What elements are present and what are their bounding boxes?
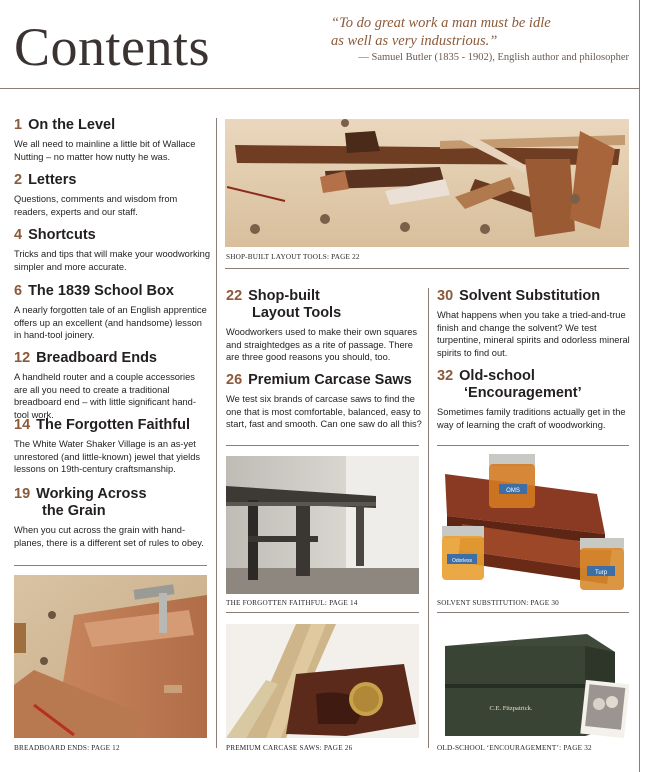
entry-description: Sometimes family traditions actually get in the way of learning the craft of woodworking. bbox=[437, 407, 626, 430]
entry-page-number: 22 bbox=[226, 288, 243, 304]
toc-entry-carcase-saws[interactable] bbox=[226, 372, 424, 431]
column-divider-right bbox=[428, 288, 429, 748]
entry-description: What happens when you take a tried-and-true finish and change the solvent? We test turpentine, mineral spirits and odorless mineral spirits to find out. bbox=[437, 310, 630, 358]
quote-line-1: “To do great work a man must be idle bbox=[331, 15, 551, 31]
middle-column-separator bbox=[226, 445, 419, 446]
column-divider-left bbox=[216, 118, 217, 748]
toc-entry-breadboard-ends[interactable] bbox=[14, 350, 210, 421]
toc-entry-on-the-level[interactable] bbox=[14, 117, 210, 163]
toc-entry-working-across-grain[interactable] bbox=[14, 486, 210, 549]
entry-page-number: 19 bbox=[14, 486, 31, 502]
entry-description: A nearly forgotten tale of an English apprentice offers up an excellent (and handsome) lesson in hand-tool joinery. bbox=[14, 305, 207, 340]
middle-lower-separator bbox=[226, 612, 419, 613]
breadboard-ends-photo bbox=[14, 575, 207, 738]
jar-label-odorless: Odorless bbox=[451, 558, 473, 564]
chest-nameplate: C.E. Fitzpatrick. bbox=[489, 705, 533, 712]
entry-description: Woodworkers used to make their own squares and straightedges as a rite of passage. There are three good reasons you should, too. bbox=[226, 327, 418, 362]
quote-author: — Samuel Butler (1835 - 1902), English author and philosopher bbox=[358, 52, 629, 63]
entry-title: 32 Old-school ‘Encouragement’ bbox=[437, 368, 582, 401]
entry-description: Questions, comments and wisdom from readers, experts and our staff. bbox=[14, 194, 178, 217]
caption-saws: PREMIUM CARCASE SAWS: PAGE 26 bbox=[226, 744, 353, 752]
page-title: Contents bbox=[14, 17, 211, 77]
entry-title: 2 Letters bbox=[14, 172, 77, 188]
quote-text bbox=[331, 14, 631, 50]
caption-breadboard: BREADBOARD ENDS: PAGE 12 bbox=[14, 744, 120, 752]
toc-entry-old-school-encouragement[interactable] bbox=[437, 368, 631, 431]
jar-label-oms: OMS bbox=[506, 488, 520, 494]
toc-entry-school-box[interactable] bbox=[14, 283, 210, 342]
toc-entry-shortcuts[interactable] bbox=[14, 227, 210, 273]
toc-entry-forgotten-faithful[interactable] bbox=[14, 417, 210, 476]
caption-encouragement: OLD-SCHOOL ‘ENCOURAGEMENT’: PAGE 32 bbox=[437, 744, 592, 752]
entry-description: The White Water Shaker Village is an as-yet unrestored (and little-known) jewel that yields lessons on 19th-century craftsmanship. bbox=[14, 439, 201, 474]
entry-page-number: 12 bbox=[14, 350, 31, 366]
entry-title: 14 The Forgotten Faithful bbox=[14, 417, 190, 433]
entry-page-number: 26 bbox=[226, 372, 243, 388]
entry-description: We test six brands of carcase saws to find the one that is most comfortable, balanced, easy to start, fast and smooth. Can one saw do all this? bbox=[226, 394, 422, 429]
entry-description: When you cut across the grain with hand-planes, there is a different set of rules to obey. bbox=[14, 525, 204, 548]
solvent-jars-photo bbox=[437, 454, 629, 594]
entry-page-number: 6 bbox=[14, 283, 23, 299]
entry-title: 12 Breadboard Ends bbox=[14, 350, 157, 366]
entry-title: 22 Shop-built Layout Tools bbox=[226, 288, 342, 321]
right-column-separator bbox=[437, 445, 629, 446]
frame-right-rule bbox=[639, 0, 640, 772]
entry-title: 19 Working Across the Grain bbox=[14, 486, 147, 519]
layout-tools-photo bbox=[225, 119, 629, 247]
caption-solvent: SOLVENT SUBSTITUTION: PAGE 30 bbox=[437, 599, 559, 607]
carcase-saws-photo bbox=[226, 624, 419, 738]
tool-chest-photo bbox=[437, 624, 629, 738]
entry-description: A handheld router and a couple accessories are all you need to create a traditional breadboard end – with little significant hand-tool work. bbox=[14, 372, 196, 420]
frame-top-rule bbox=[0, 88, 640, 89]
entry-title: 1 On the Level bbox=[14, 117, 116, 133]
entry-page-number: 2 bbox=[14, 172, 23, 188]
toc-entry-solvent-substitution[interactable] bbox=[437, 288, 631, 359]
toc-entry-letters[interactable] bbox=[14, 172, 210, 218]
toc-entry-shop-built-layout-tools[interactable] bbox=[226, 288, 424, 364]
entry-page-number: 14 bbox=[14, 417, 31, 433]
entry-title: 4 Shortcuts bbox=[14, 227, 96, 243]
entry-page-number: 32 bbox=[437, 368, 454, 384]
entry-page-number: 1 bbox=[14, 117, 23, 133]
left-column-separator bbox=[14, 565, 207, 566]
right-lower-separator bbox=[437, 612, 629, 613]
caption-forgotten-faithful: THE FORGOTTEN FAITHFUL: PAGE 14 bbox=[226, 599, 358, 607]
entry-description: We all need to mainline a little bit of Wallace Nutting – no matter how nutty he was. bbox=[14, 139, 196, 162]
quote-line-2: as well as very industrious.” bbox=[331, 33, 498, 49]
entry-page-number: 30 bbox=[437, 288, 454, 304]
entry-title: 30 Solvent Substitution bbox=[437, 288, 601, 304]
caption-layout-tools: SHOP-BUILT LAYOUT TOOLS: PAGE 22 bbox=[226, 253, 360, 261]
top-right-separator bbox=[225, 268, 629, 269]
forgotten-faithful-photo bbox=[226, 456, 419, 594]
entry-description: Tricks and tips that will make your woodworking simpler and more accurate. bbox=[14, 249, 210, 272]
entry-page-number: 4 bbox=[14, 227, 23, 243]
jar-label-turp: Turp bbox=[594, 570, 608, 576]
entry-title: 6 The 1839 School Box bbox=[14, 283, 174, 299]
entry-title: 26 Premium Carcase Saws bbox=[226, 372, 412, 388]
